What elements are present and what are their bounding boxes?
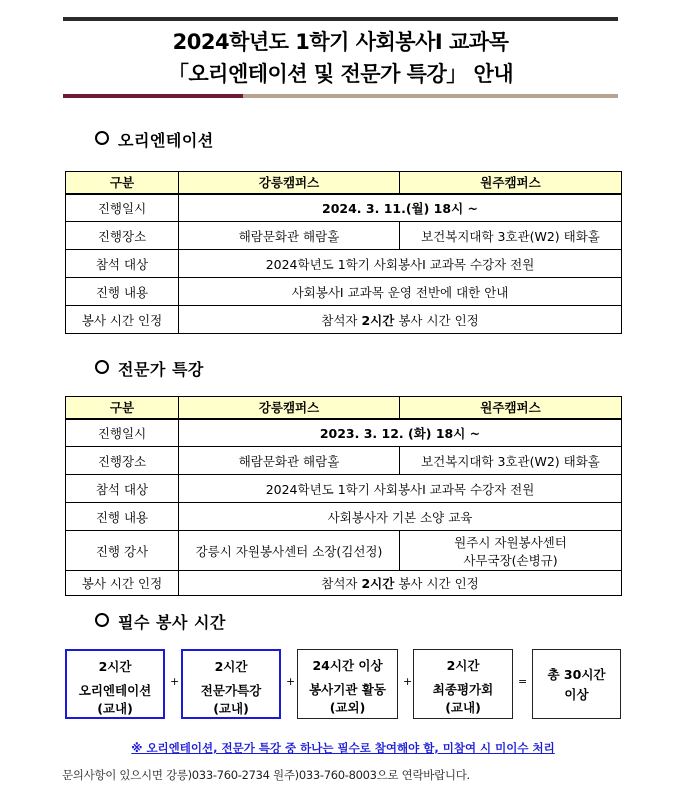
- requirement-note: [0, 740, 686, 756]
- section-heading-orientation: [95, 128, 214, 151]
- box-name: 오리엔테이션: [78, 683, 152, 698]
- box-hours: 2시간: [214, 659, 248, 674]
- place-wonju: 보건복지대학 3호관(W2) 태화홀: [400, 222, 622, 250]
- section-title: 오리엔테이션: [118, 131, 214, 150]
- table-row: [66, 278, 622, 306]
- table-header-row: [66, 172, 622, 194]
- required-box-expert: [181, 649, 281, 719]
- section-title: 전문가 특강: [118, 360, 204, 379]
- credit-value: [179, 571, 622, 596]
- credit-prefix: 참석자: [321, 576, 362, 591]
- target-value: 2024학년도 1학기 사회봉사Ⅰ 교과목 수강자 전원: [179, 250, 622, 278]
- credit-hours: 2시간: [361, 312, 395, 328]
- box-name: 전문가특강: [200, 683, 262, 698]
- row-label: 진행 내용: [66, 503, 179, 531]
- header-cell: 강릉캠퍼스: [179, 172, 400, 194]
- orientation-table: [65, 171, 622, 334]
- section-heading-required: [95, 610, 226, 633]
- box-name: 봉사기관 활동: [309, 682, 386, 697]
- header-cell: 원주캠퍼스: [400, 397, 622, 419]
- contact-info: 문의사항이 있으시면 강릉)033-760-2734 원주)033-760-8003으로 연락바랍니다.: [62, 768, 470, 782]
- table-row: [66, 531, 622, 571]
- section-title: 필수 봉사 시간: [118, 613, 226, 632]
- box-hours: 2시간: [98, 659, 132, 674]
- content-value: 사회봉사Ⅰ 교과목 운영 전반에 대한 안내: [179, 278, 622, 306]
- box-scope: (교내): [445, 700, 481, 715]
- table-row: [66, 222, 622, 250]
- header-cell: 원주캠퍼스: [400, 172, 622, 194]
- row-label: 진행장소: [66, 447, 179, 475]
- row-label: 참석 대상: [66, 475, 179, 503]
- row-label: 진행 강사: [66, 531, 179, 571]
- required-box-orientation: [65, 649, 165, 719]
- speaker-wonju: [400, 531, 622, 571]
- row-label: 참석 대상: [66, 250, 179, 278]
- expert-table: [65, 396, 622, 596]
- box-hours: 2시간: [446, 658, 480, 673]
- circle-bullet-icon: [95, 613, 109, 627]
- place-gangneung: 해람문화관 해람홀: [179, 447, 400, 475]
- table-row: [66, 194, 622, 222]
- total-line1: 총 30시간: [547, 667, 606, 682]
- row-label: 진행일시: [66, 419, 179, 447]
- plus-operator: +: [286, 675, 296, 688]
- row-label: 진행장소: [66, 222, 179, 250]
- table-row: [66, 250, 622, 278]
- speaker-wonju-line1: 원주시 자원봉사센터: [454, 534, 567, 550]
- row-label: 봉사 시간 인정: [66, 571, 179, 596]
- place-gangneung: 해람문화관 해람홀: [179, 222, 400, 250]
- box-scope: (교외): [329, 700, 366, 715]
- table-row: [66, 447, 622, 475]
- page-title-line2: 「오리엔테이션 및 전문가 특강」 안내: [167, 62, 514, 86]
- speaker-wonju-line2: 사무국장(손병규): [463, 552, 558, 568]
- box-hours: 24시간 이상: [312, 658, 383, 673]
- header-cell: 구분: [66, 172, 179, 194]
- section-heading-expert: [95, 357, 204, 380]
- table-header-row: [66, 397, 622, 419]
- title-bottom-rule-beige: [243, 94, 618, 98]
- table-row: [66, 419, 622, 447]
- place-wonju: 보건복지대학 3호관(W2) 태화홀: [400, 447, 622, 475]
- date-value: 2023. 3. 12. (화) 18시 ~: [179, 419, 622, 447]
- header-cell: 구분: [66, 397, 179, 419]
- circle-bullet-icon: [95, 360, 109, 374]
- total-line2: 이상: [564, 687, 589, 702]
- speaker-gangneung: 강릉시 자원봉사센터 소장(김선정): [179, 531, 400, 571]
- required-total-box: [532, 649, 621, 719]
- box-name: 최종평가회: [432, 682, 494, 697]
- table-row: [66, 475, 622, 503]
- content-value: 사회봉사자 기본 소양 교육: [179, 503, 622, 531]
- header-cell: 강릉캠퍼스: [179, 397, 400, 419]
- plus-operator: +: [403, 675, 413, 688]
- circle-bullet-icon: [95, 131, 109, 145]
- credit-suffix: 봉사 시간 인정: [394, 312, 479, 328]
- table-row: [66, 503, 622, 531]
- plus-operator: +: [170, 675, 180, 688]
- equals-operator: =: [518, 675, 528, 688]
- credit-prefix: 참석자: [321, 312, 362, 328]
- credit-value: [179, 306, 622, 334]
- credit-hours: 2시간: [361, 576, 395, 591]
- title-bottom-rule-maroon: [63, 94, 243, 98]
- credit-suffix: 봉사 시간 인정: [394, 576, 479, 591]
- required-box-agency: [297, 649, 398, 719]
- row-label: 봉사 시간 인정: [66, 306, 179, 334]
- note-text: ※ 오리엔테이션, 전문가 특강 중 하나는 필수로 참여해야 함, 미참여 시 미이수 처리: [131, 741, 555, 755]
- box-scope: (교내): [97, 701, 133, 716]
- table-row: [66, 306, 622, 334]
- row-label: 진행일시: [66, 194, 179, 222]
- row-label: 진행 내용: [66, 278, 179, 306]
- date-value: 2024. 3. 11.(월) 18시 ~: [179, 194, 622, 222]
- box-scope: (교내): [213, 701, 249, 716]
- target-value: 2024학년도 1학기 사회봉사Ⅰ 교과목 수강자 전원: [179, 475, 622, 503]
- title-top-rule: [63, 17, 618, 21]
- page-title-line1: 2024학년도 1학기 사회봉사Ⅰ 교과목: [172, 30, 509, 54]
- table-row: [66, 571, 622, 596]
- required-box-final-review: [413, 649, 513, 719]
